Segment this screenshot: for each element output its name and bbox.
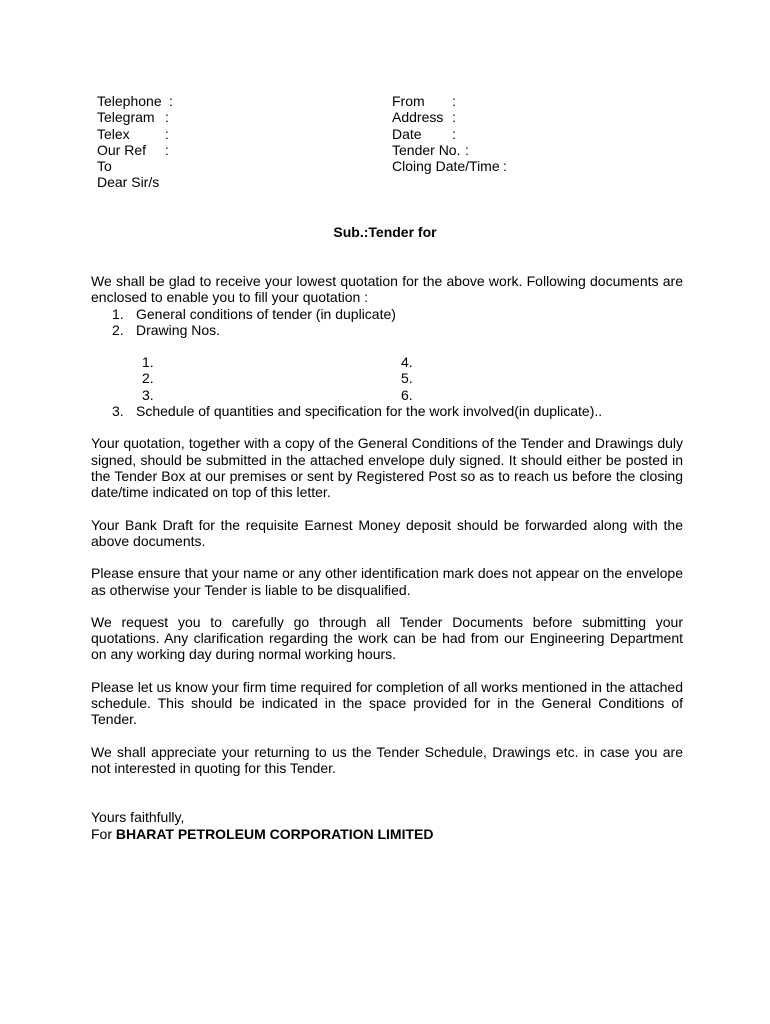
list-text: General conditions of tender (in duplicate) (136, 305, 396, 322)
header-left-column (97, 93, 357, 191)
header-field-to (97, 158, 357, 174)
header-field-tender-no (392, 142, 652, 158)
header-label: To (97, 158, 112, 175)
signature-company-line (91, 826, 683, 842)
drawing-column-1 (142, 354, 154, 403)
header-field-from (392, 93, 652, 109)
header-field-telex (97, 126, 357, 142)
list-number: 2. (112, 321, 124, 338)
header-colon: : (465, 141, 469, 158)
paragraph-bank-draft: Your Bank Draft for the requisite Earnest Money deposit should be forwarded along with the above documents. (91, 516, 683, 549)
list-text: Drawing Nos. (136, 321, 221, 338)
salutation (97, 174, 357, 190)
header-right-column (392, 93, 652, 174)
paragraph-identification: Please ensure that your name or any other identification mark does not appear on the envelope as otherwise your Tender is liable to be disqualified. (91, 565, 683, 598)
enclosure-list-continued (91, 403, 683, 419)
header-label: From (392, 93, 425, 109)
paragraph-completion-time: Please let us know your firm time required for completion of all works mentioned in the attached schedule. This should be indicated in the space provided for in the General Conditions of Tender. (91, 678, 683, 728)
header-colon: : (165, 125, 169, 142)
header-label: Tender No. (392, 141, 461, 158)
header-field-our-ref (97, 142, 357, 158)
header-field-telephone (97, 93, 357, 109)
header-label: Dear Sir/s (97, 174, 160, 191)
drawing-number: 5. (401, 370, 413, 387)
for-word: For (91, 825, 112, 842)
header-label: Our Ref (97, 141, 147, 158)
header-colon: : (503, 158, 507, 175)
drawing-number: 4. (401, 354, 413, 371)
header-field-date (392, 126, 652, 142)
header-colon: : (452, 125, 456, 142)
header-colon: : (165, 141, 169, 158)
header-label: Telephone (97, 93, 162, 109)
valediction: Yours faithfully, (91, 809, 185, 826)
list-item (91, 322, 683, 338)
header-field-closing-date (392, 158, 652, 174)
header-field-address (392, 109, 652, 125)
drawing-numbers-grid (91, 354, 683, 403)
drawing-number: 2. (142, 370, 154, 387)
paragraph-clarification: We request you to carefully go through all Tender Documents before submitting your quotations. Any clarification regarding the work can be had from our Engineering Department on any working day during normal working hours. (91, 613, 683, 663)
company-name: BHARAT PETROLEUM CORPORATION LIMITED (115, 825, 434, 842)
paragraph-submission: Your quotation, together with a copy of the General Conditions of the Tender and Drawings duly signed, should be submitted in the attached envelope duly signed. It should either be posted in the Tender Box at our premises or sent by Registered Post so as to reach us before the closing date/time indicated on top of this letter. (91, 435, 683, 501)
drawing-number: 6. (401, 386, 413, 403)
list-number: 3. (112, 403, 124, 420)
drawing-column-2 (401, 354, 413, 403)
list-item (91, 403, 683, 419)
paragraph-return-documents: We shall appreciate your returning to us the Tender Schedule, Drawings etc. in case you are not interested in quoting for this Tender. (91, 743, 683, 776)
closing-block (91, 809, 683, 842)
header-label: Telegram (97, 109, 155, 126)
header-label: Date (392, 125, 422, 142)
header-label: Address (392, 109, 444, 126)
header-colon: : (452, 109, 456, 126)
subject-line: Sub.:Tender for (333, 224, 437, 240)
list-number: 1. (112, 305, 124, 322)
drawing-number: 3. (142, 386, 154, 403)
intro-paragraph: We shall be glad to receive your lowest quotation for the above work. Following documents are enclosed to enable you to fill your quotation : (91, 273, 683, 306)
header-colon: : (452, 93, 456, 109)
list-text: Schedule of quantities and specification for the work involved(in duplicate).. (136, 403, 603, 420)
header-colon: : (169, 93, 173, 109)
header-field-telegram (97, 109, 357, 125)
drawing-number: 1. (142, 354, 154, 371)
header-colon: : (165, 109, 169, 126)
header-label: Telex (97, 125, 130, 142)
letter-body (91, 273, 683, 842)
enclosure-list (91, 306, 683, 339)
list-item (91, 306, 683, 322)
header-label: Cloing Date/Time (392, 158, 500, 175)
